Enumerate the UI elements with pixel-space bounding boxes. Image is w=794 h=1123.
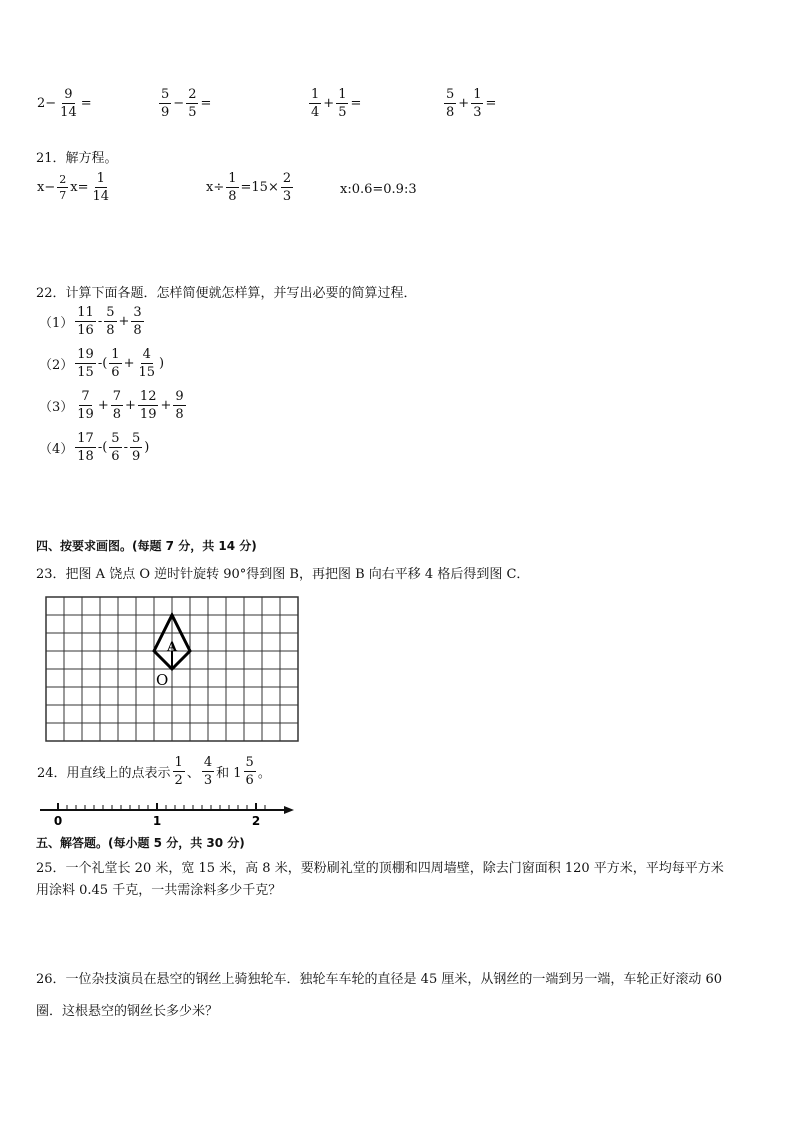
calc-3: $\frac{1}{4}$ + $\frac{1}{5}$ = [311, 87, 362, 120]
fraction: $\frac{5}{6}$ [111, 431, 120, 464]
fraction: $\frac{1}{8}$ [228, 171, 237, 204]
q21-eq1: x− $\frac{2}{7}$ x= $\frac{1}{14}$ [37, 171, 110, 204]
fraction: $\frac{5}{9}$ [131, 431, 141, 464]
point-o-label: O [156, 671, 169, 689]
q26-line2: 圈．这根悬空的钢丝长多少米？ [36, 1004, 219, 1019]
q26-line1: 26．一位杂技演员在悬空的钢丝上骑独轮车．独轮车车轮的直径是 45 厘米，从钢丝的一端到另一端，车轮正好滚动 60 [36, 972, 723, 987]
q22-item-3: （3） $\frac{7}{19}$ + $\frac{7}{8}$ + $\frac{12}{19}$ + $\frac{9}{8}$ [39, 389, 184, 422]
fraction: $\frac{1}{4}$ [311, 87, 320, 120]
fraction: $\frac{5}{8}$ [106, 305, 115, 338]
shape-a-label: A [166, 640, 178, 655]
calc-4: $\frac{5}{8}$ + $\frac{1}{3}$ = [446, 87, 497, 120]
fraction: $\frac{1}{3}$ [473, 87, 482, 120]
fraction: $\frac{17}{18}$ [77, 431, 94, 464]
q21-title: 21．解方程。 [36, 151, 118, 166]
fraction: $\frac{4}{3}$ [203, 755, 213, 788]
fraction: $\frac{2}{5}$ [188, 87, 197, 120]
fraction: $\frac{1}{14}$ [92, 171, 110, 204]
q21-eq3: x:0.6=0.9:3 [340, 182, 417, 197]
q23-text: 23．把图 A 饶点 O 逆时针旋转 90°得到图 B，再把图 B 向右平移 4 格后得到图 C． [36, 567, 530, 582]
q25-line2: 用涂料 0.45 千克，一共需涂料多少千克？ [36, 883, 282, 898]
q25-line1: 25．一个礼堂长 20 米，宽 15 米，高 8 米，要粉刷礼堂的顶棚和四周墙壁，除去门窗面积 120 平方米，平均每平方米 [36, 861, 724, 876]
number-line [36, 800, 298, 828]
section5-heading: 五、解答题。(每小题 5 分，共 30 分) [36, 836, 245, 850]
fraction: $\frac{7}{19}$ [77, 389, 94, 422]
fraction: $\frac{19}{15}$ [77, 347, 94, 380]
q24-text: 24．用直线上的点表示 $\frac{1}{2}$ 、 $\frac{4}{3}$ 和 1 $\frac{5}{6}$ 。 [37, 755, 271, 788]
fraction: $\frac{7}{8}$ [112, 389, 122, 422]
fraction: $\frac{11}{16}$ [77, 305, 94, 338]
q22-item-1: （1） $\frac{11}{16}$ - $\frac{5}{8}$ + $\frac{3}{8}$ [39, 305, 142, 338]
grid-figure [44, 595, 300, 745]
fraction: $\frac{5}{6}$ [245, 755, 254, 788]
fraction: $\frac{3}{8}$ [133, 305, 142, 338]
q22-item-2: （2） $\frac{19}{15}$ -( $\frac{1}{6}$ + $\frac{4}{15}$ ) [39, 347, 165, 380]
fraction: $\frac{1}{2}$ [174, 755, 183, 788]
numline-label-2: 2 [251, 814, 261, 828]
arrow-icon [284, 806, 294, 814]
fraction: $\frac{4}{15}$ [138, 347, 156, 380]
q21-eq2: x÷ $\frac{1}{8}$ =15× $\frac{2}{3}$ [206, 171, 292, 204]
fraction: $\frac{5}{8}$ [446, 87, 455, 120]
fraction: $\frac{9}{14}$ [60, 87, 77, 120]
numline-label-1: 1 [152, 814, 162, 828]
fraction: $\frac{2}{7}$ [59, 173, 67, 202]
fraction: $\frac{2}{3}$ [282, 171, 292, 204]
q22-title: 22．计算下面各题．怎样简便就怎样算，并写出必要的简算过程． [36, 286, 417, 301]
calc-1: 2− $\frac{9}{14}$ = [37, 87, 92, 120]
fraction: $\frac{9}{8}$ [175, 389, 184, 422]
fraction: $\frac{1}{5}$ [338, 87, 347, 120]
fraction: $\frac{5}{9}$ [161, 87, 170, 120]
numline-label-0: 0 [53, 814, 63, 828]
fraction: $\frac{12}{19}$ [139, 389, 157, 422]
section4-heading: 四、按要求画图。(每题 7 分，共 14 分) [36, 539, 257, 553]
calc-2: $\frac{5}{9}$ − $\frac{2}{5}$ = [161, 87, 212, 120]
fraction: $\frac{1}{6}$ [111, 347, 120, 380]
q22-item-4: （4） $\frac{17}{18}$ -( $\frac{5}{6}$ - $\frac{5}{9}$ ) [39, 431, 150, 464]
calc-1-pre: 2− [37, 96, 57, 111]
